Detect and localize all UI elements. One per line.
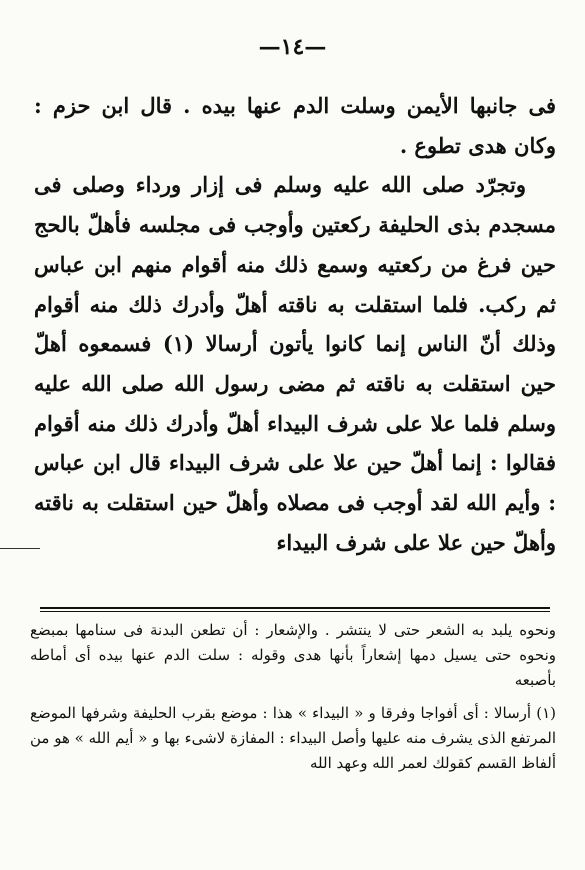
margin-mark: [0, 548, 40, 549]
footnote-1: (١) أرسالا : أى أفواجا وفرقا و « البيداء » هذا : موضع بقرب الحليفة وشرفها الموضع المرتفع الذى يشرف منه عليها وأصل البيداء : المفازة لاشىء بها و « أيم الله » هو من ألفاظ القسم كقولك لعمر الله وعهد الله: [30, 704, 556, 772]
footnote-continuation: ونحوه يلبد به الشعر حتى لا ينتشر . والإشعار : أن تطعن البدنة فى سنامها بمبضع ونحوه حتى يسيل دمها إشعاراً بأنها هدى وقوله : سلت الدم عنها بيده أى أماطه بأصبعه: [30, 621, 556, 689]
main-text: [34, 86, 556, 562]
paragraph-1: فى جانبها الأيمن وسلت الدم عنها بيده . قال ابن حزم : وكان هدى تطوع .: [34, 93, 556, 158]
page-number: —١٤—: [258, 34, 327, 60]
paragraph-2: وتجرّد صلى الله عليه وسلم فى إزار ورداء وصلى فى مسجدم بذى الحليفة ركعتين وأوجب فى مجلسه فأهلّ بالحج حين فرغ من ركعتيه وسمع ذلك منه أقوام منهم ابن عباس ثم ركب. فلما استقلت به ناقته أهلّ وأدرك ذلك منه أقوام وذلك أنّ الناس إنما كانوا يأتون أرسالا (١) فسمعوه أهلّ حين استقلت به ناقته ثم مضى رسول الله صلى الله عليه وسلم فلما علا على شرف البيداء أهلّ وأدرك ذلك منه أقوام فقالوا : إنما أهلّ حين علا على شرف البيداء قال ابن عباس : وأيم الله لقد أوجب فى مصلاه وأهلّ حين استقلت به ناقته وأهلّ حين علا على شرف البيداء: [34, 172, 556, 555]
footnotes: [30, 618, 556, 778]
footnote-separator: [40, 607, 550, 609]
footnote-separator-thin: [40, 611, 550, 612]
